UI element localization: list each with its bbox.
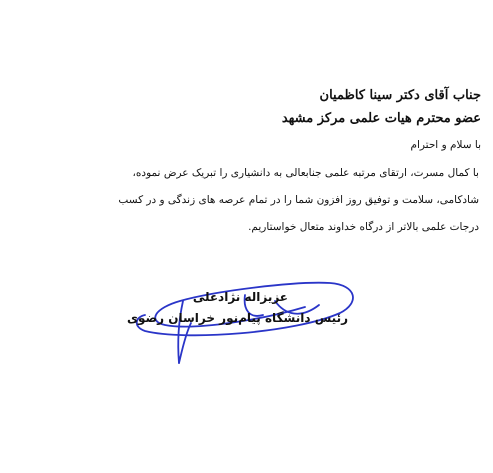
body-line-3: درجات علمی بالاتر از درگاه خداوند متعال خواستاریم. — [248, 221, 479, 233]
signer-name: عزیزاله نژادعلی — [192, 290, 288, 304]
signer-title: رئیس دانشگاه پیام‌نور خراسان رضوی — [127, 311, 348, 325]
body-line-1: با کمال مسرت، ارتقای مرتبه علمی جنابعالی به دانشیاری را تبریک عرض نموده، — [132, 167, 479, 179]
greeting: با سلام و احترام — [410, 139, 481, 151]
recipient-name: جناب آقای دکتر سینا کاظمیان — [319, 88, 481, 103]
recipient-position: عضو محترم هیات علمی مرکز مشهد — [281, 111, 481, 126]
body-line-2: شادکامی، سلامت و توفیق روز افزون شما را در تمام عرصه های زندگی و در کسب — [118, 194, 479, 206]
